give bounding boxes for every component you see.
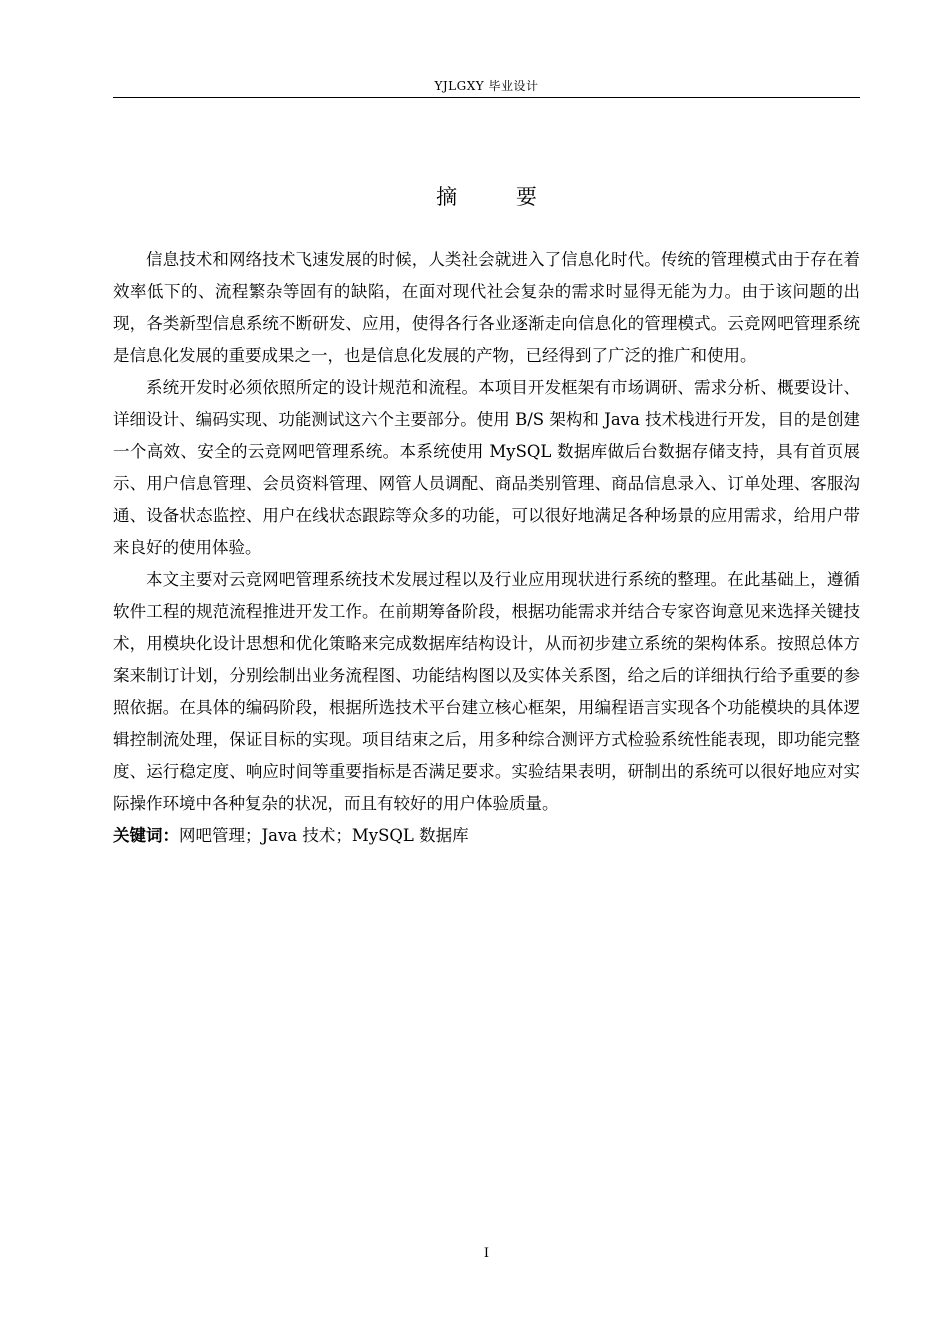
keywords-line — [113, 820, 860, 852]
abstract-title: 摘 要 — [436, 185, 563, 209]
keywords-value: 网吧管理；Java 技术；MySQL 数据库 — [179, 826, 469, 845]
abstract-paragraph-3: 本文主要对云竞网吧管理系统技术发展过程以及行业应用现状进行系统的整理。在此基础上，遵循软件工程的规范流程推进开发工作。在前期筹备阶段，根据功能需求并结合专家咨询意见来选择关键技术，用模块化设计思想和优化策略来完成数据库结构设计，从而初步建立系统的架构体系。按照总体方案来制订计划，分别绘制出业务流程图、功能结构图以及实体关系图，给之后的详细执行给予重要的参照依据。在具体的编码阶段，根据所选技术平台建立核心框架，用编程语言实现各个功能模块的具体逻辑控制流处理，保证目标的实现。项目结束之后，用多种综合测评方式检验系统性能表现，即功能完整度、运行稳定度、响应时间等重要指标是否满足要求。实验结果表明，研制出的系统可以很好地应对实际操作环境中各种复杂的状况，而且有较好的用户体验质量。 — [113, 570, 860, 813]
abstract-paragraph-1: 信息技术和网络技术飞速发展的时候，人类社会就进入了信息化时代。传统的管理模式由于存在着效率低下的、流程繁杂等固有的缺陷，在面对现代社会复杂的需求时显得无能为力。由于该问题的出现，各类新型信息系统不断研发、应用，使得各行各业逐渐走向信息化的管理模式。云竞网吧管理系统是信息化发展的重要成果之一，也是信息化发展的产物，已经得到了广泛的推广和使用。 — [113, 250, 860, 365]
page-number: I — [483, 1246, 490, 1261]
abstract-body — [113, 244, 860, 852]
running-header: YJLGXY 毕业设计 — [434, 79, 539, 93]
keywords-label: 关键词： — [113, 826, 179, 845]
abstract-paragraph-2: 系统开发时必须依照所定的设计规范和流程。本项目开发框架有市场调研、需求分析、概要设计、详细设计、编码实现、功能测试这六个主要部分。使用 B/S 架构和 Java 技术栈进行开发，目的是创建一个高效、安全的云竞网吧管理系统。本系统使用 MySQL 数据库做后台数据存储支持，具有首页展示、用户信息管理、会员资料管理、网管人员调配、商品类别管理、商品信息录入、订单处理、客服沟通、设备状态监控、用户在线状态跟踪等众多的功能，可以很好地满足各种场景的应用需求，给用户带来良好的使用体验。 — [113, 378, 860, 557]
header-divider — [113, 97, 860, 98]
